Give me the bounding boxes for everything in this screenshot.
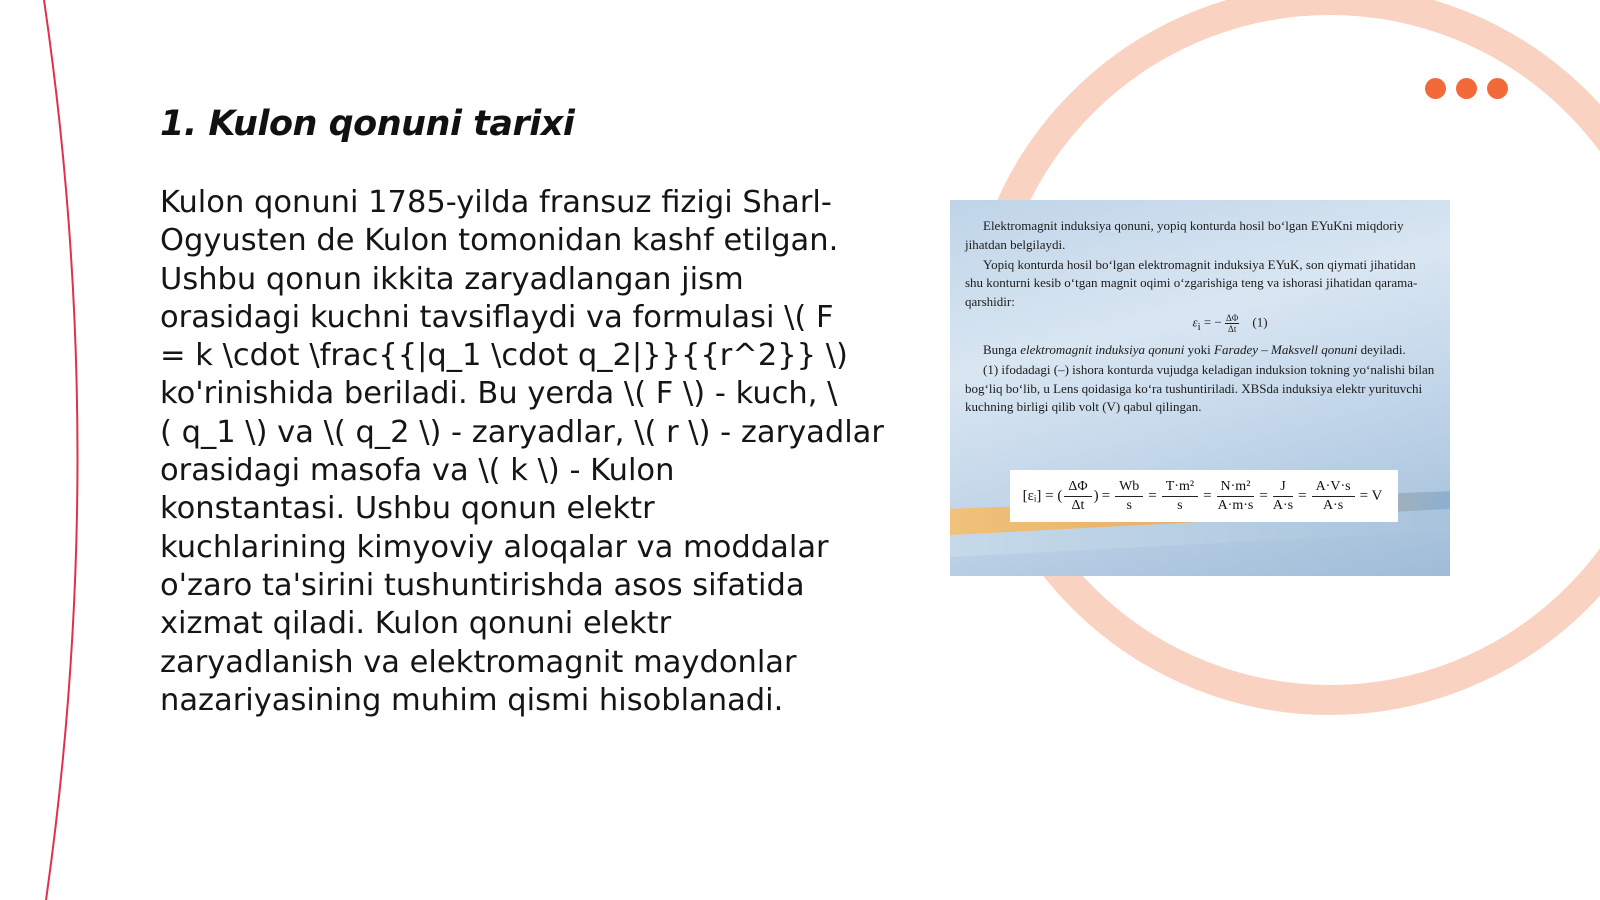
fraction-numerator: J bbox=[1273, 478, 1293, 497]
units-formula bbox=[1010, 470, 1398, 522]
fraction-numerator: Wb bbox=[1115, 478, 1143, 497]
body-line: kuchlarining kimyoviy aloqalar va moddalar bbox=[160, 529, 829, 565]
figure-text bbox=[965, 217, 1435, 419]
italic-term: elektromagnit induksiya qonuni bbox=[1020, 342, 1185, 358]
slide-body bbox=[160, 184, 884, 720]
dot-3 bbox=[1487, 78, 1508, 99]
text-run: deyiladi. bbox=[1357, 342, 1406, 358]
formula-fraction bbox=[1273, 478, 1293, 515]
fraction-denominator: s bbox=[1126, 497, 1132, 513]
body-line: orasidagi masofa va \( k \) - Kulon bbox=[160, 453, 675, 489]
formula-equals: = bbox=[1203, 487, 1212, 504]
body-line: Kulon qonuni 1785-yilda fransuz fizigi Sharl- bbox=[160, 185, 832, 220]
figure-paragraph bbox=[965, 341, 1435, 360]
figure-paragraph: Yopiq konturda hosil bo‘lgan elektromagnit induksiya EYuK, son qiymati jihatidan shu konturni kesib o‘tgan magnit oqimi o‘zgarishiga teng va ishorasi jihatidan qarama-qarshidir: bbox=[965, 256, 1418, 309]
formula-paren: ) bbox=[1093, 487, 1099, 504]
formula-equals: = bbox=[1259, 487, 1268, 504]
formula-lhs: [εᵢ] = ( bbox=[1022, 487, 1063, 504]
body-line: orasidagi kuchni tavsiflaydi va formulasi \( F bbox=[160, 299, 834, 335]
fraction-denominator: A·s bbox=[1322, 497, 1344, 513]
formula-fraction bbox=[1217, 478, 1255, 515]
text-run: Bunga bbox=[983, 342, 1021, 358]
formula-fraction bbox=[1162, 478, 1198, 515]
equals-minus: = − bbox=[1200, 314, 1222, 330]
body-line: konstantasi. Ushbu qonun elektr bbox=[160, 491, 655, 527]
body-line: Ushbu qonun ikkita zaryadlangan jism bbox=[160, 261, 744, 297]
equation-tag: (1) bbox=[1252, 314, 1268, 330]
body-line: xizmat qiladi. Kulon qonuni elektr bbox=[160, 606, 672, 642]
formula-result: = V bbox=[1359, 487, 1383, 504]
fraction-denominator: Δt bbox=[1228, 324, 1237, 335]
fraction-denominator: A·s bbox=[1272, 497, 1294, 513]
italic-term: Faradey – Maksvell qonuni bbox=[1214, 342, 1358, 358]
formula-equals: = bbox=[1148, 487, 1157, 504]
emf-subscript: i bbox=[1197, 321, 1201, 334]
emf-equation bbox=[1025, 313, 1435, 337]
dot-1 bbox=[1425, 78, 1446, 99]
fraction-denominator: A·m·s bbox=[1217, 497, 1254, 513]
text-run: yoki bbox=[1184, 342, 1214, 358]
formula-equals: = bbox=[1101, 487, 1111, 504]
fraction-numerator: ΔΦ bbox=[1226, 313, 1239, 324]
emf-symbol: ε bbox=[1192, 314, 1198, 330]
textbook-figure bbox=[950, 200, 1450, 576]
fraction-denominator: s bbox=[1177, 497, 1183, 513]
dot-2 bbox=[1456, 78, 1477, 99]
left-accent-line bbox=[44, 0, 78, 900]
body-line: = k \cdot \frac{{|q_1 \cdot q_2|}}{{r^2}} \) bbox=[160, 338, 848, 374]
formula-fraction bbox=[1064, 478, 1091, 515]
figure-paragraph: (1) ifodadagi (–) ishora konturda vujudga keladigan induksion tokning yo‘nalishi bilan bog‘liq bo‘lib, u Lens qoidasiga ko‘ra tushuntiriladi. XBSda induksiya elektr yurituvchi kuchning birligi qilib volt (V) qabul qilingan. bbox=[965, 362, 1435, 415]
figure-paragraph: Elektromagnit induksiya qonuni, yopiq konturda hosil bo‘lgan EYuKni miqdoriy jihatdan belgilaydi. bbox=[965, 218, 1404, 252]
body-line: ko'rinishida beriladi. Bu yerda \( F \) - kuch, \ bbox=[160, 376, 838, 412]
body-line: ( q_1 \) va \( q_2 \) - zaryadlar, \( r \) - zaryadlar bbox=[160, 414, 884, 450]
fraction-numerator: N·m² bbox=[1217, 478, 1255, 497]
body-line: nazariyasining muhim qismi hisoblanadi. bbox=[160, 682, 784, 718]
formula-fraction bbox=[1115, 478, 1143, 515]
fraction-numerator: A·V·s bbox=[1312, 478, 1355, 497]
body-line: Ogyusten de Kulon tomonidan kashf etilgan. bbox=[160, 223, 839, 259]
slide-title: 1. Kulon qonuni tarixi bbox=[160, 104, 575, 144]
fraction-numerator: ΔΦ bbox=[1064, 478, 1091, 497]
slide-dots bbox=[1425, 78, 1508, 99]
fraction-denominator: Δt bbox=[1071, 497, 1085, 513]
flux-fraction bbox=[1225, 313, 1239, 334]
body-line: zaryadlanish va elektromagnit maydonlar bbox=[160, 644, 797, 680]
fraction-numerator: T·m² bbox=[1162, 478, 1198, 497]
formula-fraction bbox=[1312, 478, 1355, 515]
body-line: o'zaro ta'sirini tushuntirishda asos sifatida bbox=[160, 567, 805, 603]
formula-equals: = bbox=[1298, 487, 1307, 504]
